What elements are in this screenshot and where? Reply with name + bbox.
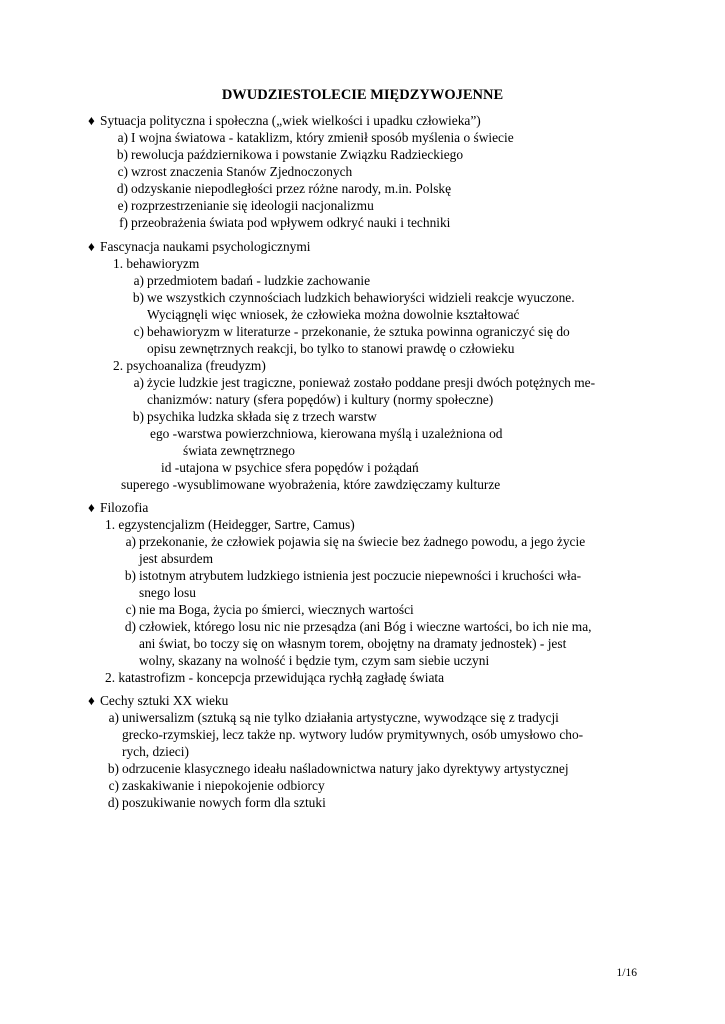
list-item: b) psychika ludzka składa się z trzech warstw — [132, 409, 377, 424]
list-item: d) odzyskanie niepodległości przez różne narody, m.in. Polskę — [116, 181, 452, 196]
list-item-continuation: ani świat, bo toczy się on własnym torem, obojętny na dramaty jednostek) - jest — [139, 636, 567, 651]
list-item: a) przedmiotem badań - ludzkie zachowanie — [133, 273, 371, 288]
list-item: c) wzrost znaczenia Stanów Zjednoczonych — [117, 164, 353, 179]
list-item: a) życie ludzkie jest tragiczne, ponieważ zostało poddane presji dwóch potężnych me- — [133, 375, 596, 390]
list-item: d) poszukiwanie nowych form dla sztuki — [107, 795, 326, 810]
list-item: b) rewolucja październikowa i powstanie Związku Radzieckiego — [116, 147, 464, 162]
list-item: c) nie ma Boga, życia po śmierci, wiecznych wartości — [125, 602, 414, 617]
diamond-bullet-icon: ♦ — [88, 693, 95, 708]
section-heading-art: ♦ Cechy sztuki XX wieku — [88, 693, 229, 708]
list-item: f) przeobrażenia świata pod wpływem odkryć nauki i techniki — [119, 215, 451, 230]
list-item: b) we wszystkich czynnościach ludzkich behawioryści widzieli reakcje wyuczone. — [132, 290, 575, 305]
subsection-catastrophism: 2. katastrofizm - koncepcja przewidująca rychłą zagładę świata — [105, 670, 445, 685]
list-item-continuation: wolny, skazany na wolność i będzie tym, czym sam siebie uczyni — [139, 653, 490, 668]
list-item: c) zaskakiwanie i niepokojenie odbiorcy — [108, 778, 325, 793]
list-item: b) odrzucenie klasycznego ideału naśladownictwa natury jako dyrektywy artystycznej — [107, 761, 569, 776]
list-item: a) przekonanie, że człowiek pojawia się na świecie bez żadnego powodu, a jego życie — [125, 534, 586, 549]
list-item: c) behawioryzm w literaturze - przekonanie, że sztuka powinna ograniczyć się do — [133, 324, 570, 339]
section-heading-philosophy: ♦ Filozofia — [88, 500, 149, 515]
diamond-bullet-icon: ♦ — [88, 500, 95, 515]
diamond-bullet-icon: ♦ — [88, 113, 95, 128]
list-item-continuation: Wyciągnęli więc wniosek, że człowieka można dowolnie kształtować — [147, 307, 520, 322]
subsection-psychoanalysis: 2. psychoanaliza (freudyzm) — [113, 358, 266, 373]
list-item-continuation: grecko-rzymskiej, lecz także np. wytwory ludów prymitywnych, osób umysłowo cho- — [122, 727, 584, 742]
list-item: a) I wojna światowa - kataklizm, który zmienił sposób myślenia o świecie — [117, 130, 514, 145]
list-item: a) uniwersalizm (sztuką są nie tylko działania artystyczne, wywodzące się z tradycji — [108, 710, 559, 725]
list-item-continuation: rych, dzieci) — [122, 744, 189, 759]
section-heading-politics: ♦ Sytuacja polityczna i społeczna („wiek wielkości i upadku człowieka”) — [88, 113, 481, 128]
section-heading-psychology: ♦ Fascynacja naukami psychologicznymi — [88, 239, 311, 254]
list-item-continuation: jest absurdem — [139, 551, 214, 566]
page-number: 1/16 — [616, 967, 637, 979]
subsection-existentialism: 1. egzystencjalizm (Heidegger, Sartre, Camus) — [105, 517, 355, 532]
definition-id: id -utajona w psychice sfera popędów i pożądań — [161, 460, 419, 475]
list-item-continuation: opisu zewnętrznych reakcji, bo tylko to stanowi prawdę o człowieku — [147, 341, 515, 356]
list-item: d) człowiek, którego losu nic nie przesądza (ani Bóg i wieczne wartości, bo ich nie ma, — [124, 619, 592, 634]
list-item: b) istotnym atrybutem ludzkiego istnienia jest poczucie niepewności i kruchości wła- — [124, 568, 582, 583]
diamond-bullet-icon: ♦ — [88, 239, 95, 254]
subsection-behaviorism: 1. behawioryzm — [113, 256, 200, 271]
definition-superego: superego -wysublimowane wyobrażenia, które zawdzięczamy kulturze — [121, 477, 501, 492]
definition-ego: ego -warstwa powierzchniowa, kierowana myślą i uzależniona od — [150, 426, 503, 441]
list-item-continuation: snego losu — [139, 585, 196, 600]
document-title: DWUDZIESTOLECIE MIĘDZYWOJENNE — [221, 87, 504, 103]
list-item-continuation: chanizmów: natury (sfera popędów) i kultury (normy społeczne) — [147, 392, 494, 407]
definition-ego-continuation: świata zewnętrznego — [183, 443, 295, 458]
list-item: e) rozprzestrzenianie się ideologii nacjonalizmu — [117, 198, 374, 213]
